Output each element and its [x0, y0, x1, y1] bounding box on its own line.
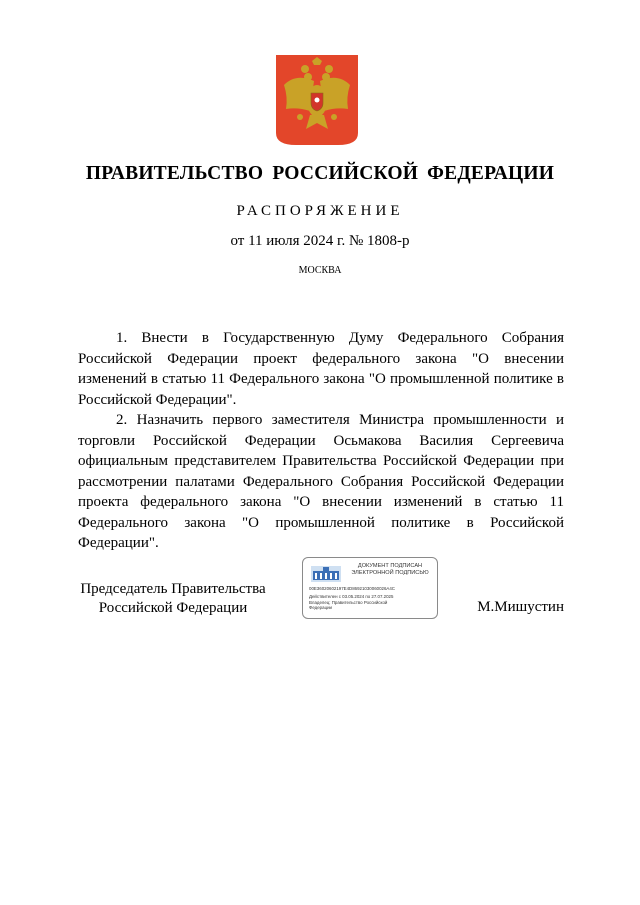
order-item-1: 1. Внести в Государственную Думу Федерального Собрания Российской Федерации проект федерального закона "О внесении изменений в статью 11 Федерального закона "О промышленной политике в Российской Федерации".: [78, 330, 564, 408]
electronic-signature-stamp: [302, 557, 438, 619]
stamp-owner: Владелец: Правительство Российской Федерации: [309, 600, 388, 611]
stamp-title-line-2: ЭЛЕКТРОННОЙ ПОДПИСЬЮ: [351, 570, 429, 576]
stamp-validity: Действителен с 03.05.2024 по 27.07.2025: [309, 594, 394, 599]
coat-of-arms-emblem: [276, 55, 358, 145]
signatory-name: М.Мишустин: [477, 599, 564, 615]
stamp-certificate-serial: 00E36020602197E4D86921030060026A4C: [309, 586, 395, 591]
organization-title: ПРАВИТЕЛЬСТВО РОССИЙСКОЙ ФЕДЕРАЦИИ: [85, 163, 555, 184]
signatory-position-line-2: Российской Федерации: [98, 600, 248, 616]
document-type: РАСПОРЯЖЕНИЕ: [236, 203, 404, 219]
signatory-position-line-1: Председатель Правительства: [80, 581, 266, 597]
signatory-position: [78, 580, 268, 618]
government-building-icon: [309, 564, 343, 584]
document-date-number: от 11 июля 2024 г. № 1808-р: [230, 233, 410, 249]
stamp-title-line-1: ДОКУМЕНТ ПОДПИСАН: [357, 563, 423, 569]
stamp-title: [345, 563, 435, 577]
order-item-2: 2. Назначить первого заместителя Министра промышленности и торговли Российской Федерации Осьмакова Василия Сергеевича официальным представителем Правительства Российской Федерации при рассмотрении палатами Федерального Собрания Российской Федерации проекта федерального закона "О внесении изменений в статью 11 Федерального закона "О промышленной политике в Российской Федерации".: [78, 412, 564, 551]
document-city: МОСКВА: [298, 265, 342, 276]
